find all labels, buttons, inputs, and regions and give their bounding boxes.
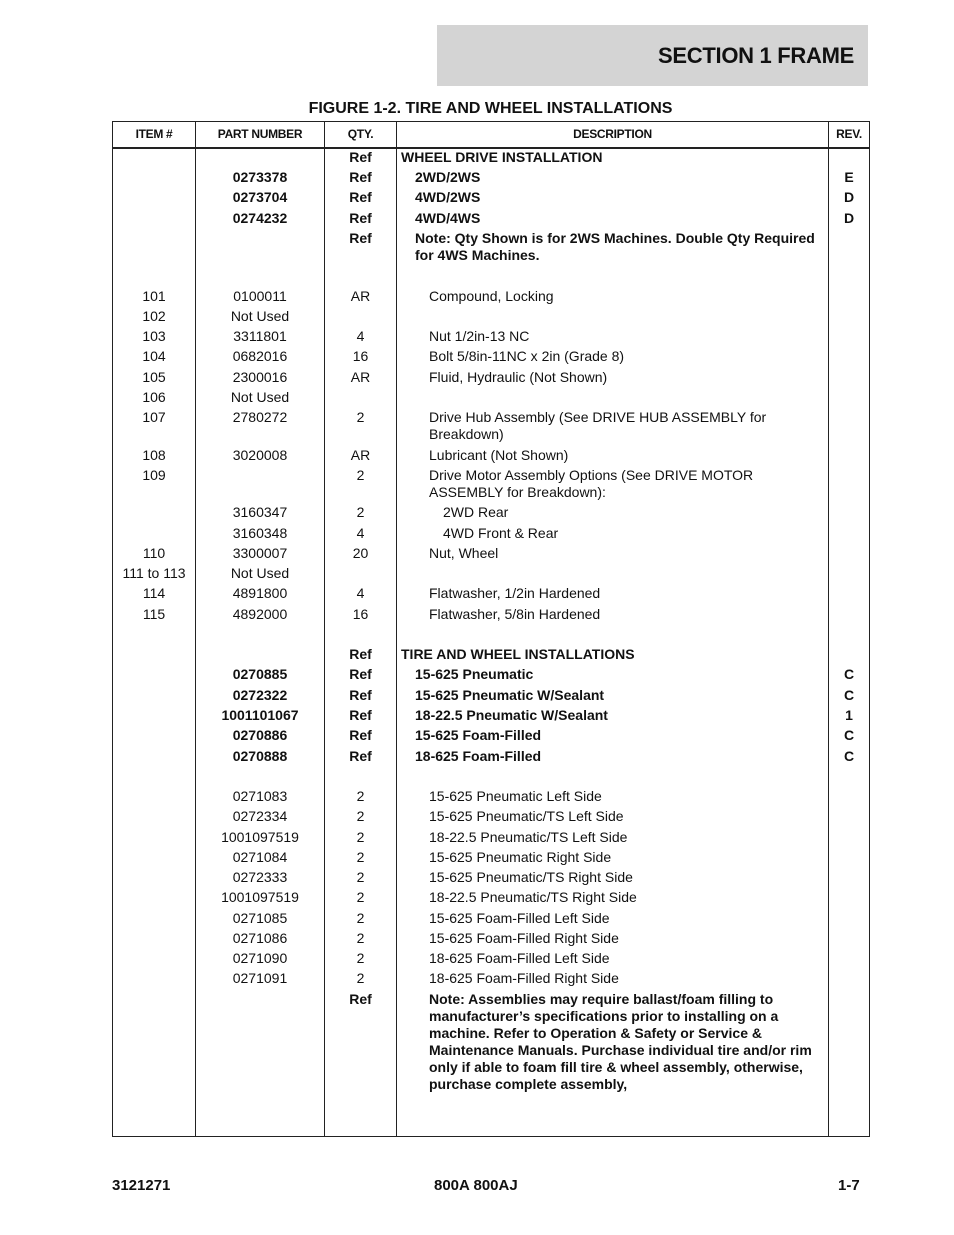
- quantity-cell: 2: [356, 829, 365, 845]
- quantity-cell: 4: [356, 525, 365, 541]
- description-cell: 4WD/2WS: [415, 189, 481, 205]
- quantity-cell: Ref: [349, 687, 372, 703]
- description-cell: 15-625 Pneumatic/TS Left Side: [429, 808, 624, 824]
- description-cell: 18-625 Foam-Filled: [415, 748, 542, 764]
- item-number-cell: 105: [142, 369, 166, 385]
- column-divider: [828, 121, 829, 1137]
- quantity-cell: Ref: [349, 210, 372, 226]
- quantity-cell: 2: [356, 788, 365, 804]
- quantity-cell: Ref: [349, 646, 372, 662]
- part-number-cell: 0100011: [233, 288, 287, 304]
- column-header-qty: QTY.: [347, 127, 374, 141]
- description-cell: 4WD Front & Rear: [443, 525, 559, 541]
- column-header-rev: REV.: [836, 127, 862, 141]
- item-number-cell: 107: [142, 409, 166, 425]
- description-cell: 18-22.5 Pneumatic/TS Left Side: [429, 829, 628, 845]
- part-number-cell: 2780272: [232, 409, 288, 425]
- description-cell: Note: Assemblies may require ballast/foam filling to manufacturer’s specifications prior to installing on a machine. Refer to Operation & Safety or Service & Maintenance Manuals. Purchase individual tire and/or rim only if able to foam fill tire & wheel assembly, otherwise, purchase complete assembly,: [429, 991, 812, 1092]
- quantity-cell: 20: [352, 545, 369, 561]
- part-number-cell: 0271090: [232, 950, 288, 966]
- item-number-cell: 111 to 113: [122, 565, 186, 581]
- quantity-cell: Ref: [349, 149, 372, 165]
- part-number-cell: 0272333: [232, 869, 288, 885]
- quantity-cell: Ref: [349, 727, 372, 743]
- footer-model: 800A 800AJ: [434, 1177, 518, 1194]
- description-cell: Fluid, Hydraulic (Not Shown): [429, 369, 608, 385]
- description-cell: 15-625 Foam-Filled Right Side: [429, 930, 619, 946]
- description-cell: Compound, Locking: [429, 288, 554, 304]
- quantity-cell: 2: [356, 849, 365, 865]
- quantity-cell: 2: [356, 889, 365, 905]
- part-number-cell: 0273704: [232, 189, 288, 205]
- quantity-cell: 16: [352, 606, 369, 622]
- item-number-cell: 109: [142, 467, 166, 483]
- column-header-part-number: PART NUMBER: [217, 127, 303, 141]
- quantity-cell: 2: [356, 910, 365, 926]
- description-cell: 15-625 Pneumatic/TS Right Side: [429, 869, 633, 885]
- part-number-cell: 0271085: [232, 910, 288, 926]
- quantity-cell: Ref: [349, 707, 372, 723]
- quantity-cell: 4: [356, 328, 365, 344]
- quantity-cell: Ref: [349, 991, 372, 1007]
- revision-cell: C: [843, 727, 855, 743]
- quantity-cell: Ref: [349, 230, 372, 246]
- part-number-cell: 0270886: [232, 727, 288, 743]
- quantity-cell: 4: [356, 585, 365, 601]
- part-number-cell: 3160347: [232, 504, 288, 520]
- item-number-cell: 104: [142, 348, 166, 364]
- item-number-cell: 102: [142, 308, 166, 324]
- column-divider: [396, 121, 397, 1137]
- part-number-cell: 0271084: [232, 849, 288, 865]
- description-cell: Flatwasher, 1/2in Hardened: [429, 585, 601, 601]
- section-banner: [437, 25, 868, 86]
- quantity-cell: 2: [356, 409, 365, 425]
- quantity-cell: Ref: [349, 666, 372, 682]
- quantity-cell: 2: [356, 504, 365, 520]
- description-cell: 15-625 Foam-Filled Left Side: [429, 910, 610, 926]
- part-number-cell: 0273378: [232, 169, 288, 185]
- revision-cell: E: [844, 169, 854, 185]
- part-number-cell: 0271091: [232, 970, 288, 986]
- quantity-cell: Ref: [349, 189, 372, 205]
- description-cell: 18-22.5 Pneumatic/TS Right Side: [429, 889, 637, 905]
- item-number-cell: 106: [142, 389, 166, 405]
- quantity-cell: AR: [350, 288, 371, 304]
- quantity-cell: Ref: [349, 748, 372, 764]
- quantity-cell: 2: [356, 950, 365, 966]
- part-number-cell: 4891800: [232, 585, 288, 601]
- part-number-cell: 3020008: [232, 447, 288, 463]
- description-cell: Drive Hub Assembly (See DRIVE HUB ASSEMBLY for Breakdown): [429, 409, 767, 442]
- column-header-description: DESCRIPTION: [573, 127, 652, 141]
- description-cell: 2WD Rear: [443, 504, 509, 520]
- part-number-cell: 1001097519: [221, 829, 299, 845]
- part-number-cell: 0274232: [232, 210, 288, 226]
- quantity-cell: 2: [356, 467, 365, 483]
- part-number-cell: 3160348: [232, 525, 288, 541]
- item-number-cell: 101: [142, 288, 166, 304]
- part-number-cell: 0272334: [232, 808, 288, 824]
- footer-page-number: 1-7: [838, 1177, 860, 1194]
- section-title: SECTION 1 FRAME: [658, 42, 854, 68]
- description-cell: Nut, Wheel: [429, 545, 499, 561]
- revision-cell: D: [843, 210, 855, 226]
- description-cell: Drive Motor Assembly Options (See DRIVE MOTOR ASSEMBLY for Breakdown):: [429, 467, 754, 500]
- description-cell: 2WD/2WS: [415, 169, 481, 185]
- part-number-cell: 0271086: [232, 930, 288, 946]
- revision-cell: C: [843, 687, 855, 703]
- description-cell: 15-625 Pneumatic W/Sealant: [415, 687, 605, 703]
- quantity-cell: 16: [352, 348, 369, 364]
- description-cell: Bolt 5/8in-11NC x 2in (Grade 8): [429, 348, 625, 364]
- description-cell: Flatwasher, 5/8in Hardened: [429, 606, 601, 622]
- part-number-cell: 3311801: [233, 328, 287, 344]
- part-number-cell: 3300007: [232, 545, 288, 561]
- revision-cell: C: [843, 748, 855, 764]
- quantity-cell: Ref: [349, 169, 372, 185]
- revision-cell: D: [843, 189, 855, 205]
- part-number-cell: 1001097519: [221, 889, 299, 905]
- revision-cell: 1: [845, 707, 853, 723]
- description-cell: WHEEL DRIVE INSTALLATION: [401, 149, 603, 165]
- description-cell: 18-625 Foam-Filled Right Side: [429, 970, 619, 986]
- column-header-item: ITEM #: [135, 127, 173, 141]
- item-number-cell: 108: [142, 447, 166, 463]
- description-cell: 4WD/4WS: [415, 210, 481, 226]
- description-cell: 15-625 Pneumatic Left Side: [429, 788, 602, 804]
- part-number-cell: Not Used: [230, 308, 290, 324]
- quantity-cell: AR: [350, 369, 371, 385]
- part-number-cell: 0272322: [232, 687, 288, 703]
- quantity-cell: 2: [356, 808, 365, 824]
- description-cell: 15-625 Pneumatic Right Side: [429, 849, 612, 865]
- footer-doc-number: 3121271: [112, 1177, 171, 1194]
- figure-title: FIGURE 1-2. TIRE AND WHEEL INSTALLATIONS: [308, 100, 673, 117]
- part-number-cell: Not Used: [230, 565, 290, 581]
- part-number-cell: 0270888: [232, 748, 288, 764]
- item-number-cell: 110: [142, 545, 166, 561]
- description-cell: 15-625 Pneumatic: [415, 666, 534, 682]
- description-cell: 18-22.5 Pneumatic W/Sealant: [415, 707, 608, 723]
- part-number-cell: 1001101067: [221, 707, 299, 723]
- description-cell: Nut 1/2in-13 NC: [429, 328, 530, 344]
- revision-cell: C: [843, 666, 855, 682]
- description-cell: 15-625 Foam-Filled: [415, 727, 542, 743]
- part-number-cell: 2300016: [232, 369, 288, 385]
- part-number-cell: Not Used: [230, 389, 290, 405]
- description-cell: 18-625 Foam-Filled Left Side: [429, 950, 610, 966]
- quantity-cell: 2: [356, 930, 365, 946]
- quantity-cell: 2: [356, 970, 365, 986]
- part-number-cell: 0682016: [232, 348, 288, 364]
- quantity-cell: AR: [350, 447, 371, 463]
- part-number-cell: 0271083: [232, 788, 288, 804]
- item-number-cell: 103: [142, 328, 166, 344]
- part-number-cell: 0270885: [232, 666, 288, 682]
- description-cell: Note: Qty Shown is for 2WS Machines. Double Qty Required for 4WS Machines.: [415, 230, 815, 263]
- part-number-cell: 4892000: [232, 606, 288, 622]
- description-cell: Lubricant (Not Shown): [429, 447, 569, 463]
- item-number-cell: 114: [142, 585, 166, 601]
- description-cell: TIRE AND WHEEL INSTALLATIONS: [401, 646, 635, 662]
- quantity-cell: 2: [356, 869, 365, 885]
- item-number-cell: 115: [142, 606, 166, 622]
